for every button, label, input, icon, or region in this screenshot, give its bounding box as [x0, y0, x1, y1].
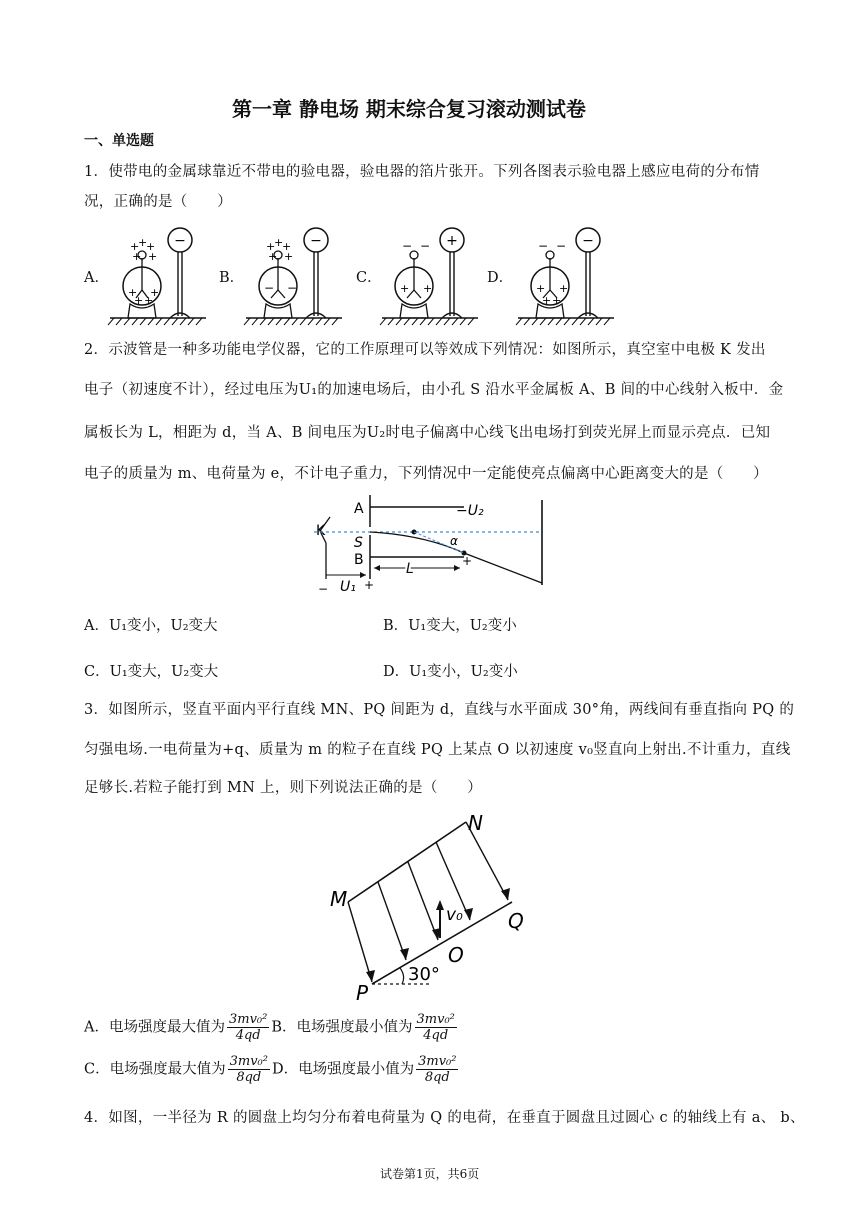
page-title: 第一章 静电场 期末综合复习滚动测试卷 [232, 97, 586, 121]
q1-option-d-label: D． [487, 270, 514, 286]
svg-text:−: − [556, 239, 567, 253]
fraction-numerator: 3mv₀² [418, 1054, 457, 1069]
charged-ball-sign-a: − [174, 233, 186, 249]
oscilloscope-diagram [314, 495, 550, 597]
charged-ball-sign-d: − [582, 233, 594, 249]
svg-text:+: + [282, 240, 292, 253]
fraction-denominator: 8qd [236, 1070, 262, 1085]
q3-option-d-fraction [416, 1054, 458, 1085]
parallel-lines-field-diagram [322, 808, 534, 1008]
electroscope-figure-c [380, 228, 480, 326]
label-q: Q [508, 909, 524, 933]
svg-text:−: − [538, 239, 549, 253]
label-m: M [330, 887, 348, 911]
q4-text-line1: 4．如图，一半径为 R 的圆盘上均匀分布着电荷量为 Q 的电荷，在垂直于圆盘且过圆心 c 的轴线上有 a、 b、 [84, 1110, 805, 1126]
label-s: S [354, 535, 363, 551]
q1-text-line1: 1．使带电的金属球靠近不带电的验电器，验电器的箔片张开。下列各图表示验电器上感应电荷的分布情 [84, 164, 760, 180]
q3-option-b-text: B．电场强度最小值为 [271, 1019, 413, 1036]
label-u1: U₁ [340, 579, 356, 595]
q3-option-c-fraction [228, 1054, 270, 1085]
q3-option-c-text: C．电场强度最大值为 [84, 1061, 226, 1078]
q2-text-line3: 属板长为 L，相距为 d，当 A、B 间电压为U₂时电子偏离中心线飞出电场打到荧光屏上而显示亮点．已知 [84, 425, 771, 441]
electroscope-figure-d [516, 228, 616, 326]
q2-option-c: C．U₁变大，U₂变大 [84, 664, 219, 680]
charged-ball-sign-c: + [446, 233, 458, 249]
electroscope-figure-b [244, 228, 344, 326]
q3-text-line2: 匀强电场.一电荷量为+q、质量为 m 的粒子在直线 PQ 上某点 O 以初速度 v₀竖直向上射出.不计重力，直线 [84, 742, 791, 758]
q1-option-a-label: A． [84, 270, 109, 286]
svg-text:+: + [132, 250, 142, 263]
fraction-numerator: 3mv₀² [229, 1054, 268, 1069]
label-v0: v₀ [446, 905, 463, 925]
svg-text:+: + [134, 294, 144, 307]
fraction-denominator: 4qd [235, 1028, 261, 1043]
svg-text:+: + [274, 236, 284, 249]
svg-text:+: + [284, 250, 294, 263]
label-plus-b: + [462, 554, 473, 568]
label-alpha: α [450, 534, 458, 548]
electroscope-figure-a [108, 228, 208, 326]
svg-text:+: + [146, 240, 156, 253]
q3-option-b-fraction [415, 1012, 457, 1043]
q2-text-line4: 电子的质量为 m、电荷量为 e，不计电子重力，下列情况中一定能使亮点偏离中心距离变大的是（ ） [84, 466, 768, 482]
q3-text-line1: 3．如图所示，竖直平面内平行直线 MN、PQ 间距为 d，直线与水平面成 30°角，两线间有垂直指向 PQ 的 [84, 702, 795, 718]
svg-text:+: + [128, 286, 138, 299]
page-footer: 试卷第1页，共6页 [380, 1167, 480, 1181]
fraction-denominator: 4qd [423, 1028, 449, 1043]
q3-option-a-text: A．电场强度最大值为 [84, 1019, 225, 1036]
label-k: K [316, 523, 326, 539]
q3-option-a [84, 1012, 459, 1043]
svg-text:−: − [402, 239, 413, 253]
charged-ball-sign-b: − [310, 233, 322, 249]
svg-text:+: + [138, 236, 148, 249]
svg-text:+: + [542, 294, 552, 307]
label-minus-k: − [318, 582, 329, 596]
svg-text:+: + [266, 240, 276, 253]
q1-option-b-label: B． [219, 270, 245, 286]
svg-text:+: + [400, 282, 410, 295]
q3-text-line3: 足够长.若粒子能打到 MN 上，则下列说法正确的是（ ） [84, 780, 483, 796]
q3-option-a-fraction [227, 1012, 269, 1043]
q2-text-line2: 电子（初速度不计），经过电压为U₁的加速电场后，由小孔 S 沿水平金属板 A、B 间的中心线射入板中．金 [84, 382, 784, 398]
label-p: P [356, 981, 369, 1005]
svg-text:+: + [148, 250, 158, 263]
label-a: A [354, 501, 364, 517]
svg-text:+: + [552, 294, 562, 307]
label-l: L [406, 561, 414, 577]
svg-text:−: − [420, 239, 431, 253]
q3-option-c [84, 1054, 460, 1085]
label-plus-anode: + [364, 578, 375, 592]
fraction-numerator: 3mv₀² [228, 1012, 268, 1027]
q1-option-c-label: C． [356, 270, 382, 286]
label-u2: −U₂ [456, 503, 484, 519]
q2-option-b: B．U₁变大，U₂变小 [383, 618, 517, 634]
svg-text:+: + [536, 282, 546, 295]
fraction-denominator: 8qd [424, 1070, 450, 1085]
svg-text:+: + [144, 294, 154, 307]
svg-text:+: + [559, 282, 569, 295]
svg-text:+: + [423, 282, 433, 295]
section-heading: 一、单选题 [84, 133, 154, 149]
svg-text:+: + [130, 240, 140, 253]
q3-option-d-text: D．电场强度最小值为 [271, 1061, 415, 1078]
q1-text-line2: 况，正确的是（ ） [84, 194, 232, 210]
label-b: B [354, 552, 364, 568]
svg-text:−: − [287, 281, 298, 295]
q2-option-a: A．U₁变小，U₂变大 [84, 618, 218, 634]
q2-text-line1: 2．示波管是一种多功能电学仪器，它的工作原理可以等效成下列情况：如图所示，真空室中电极 K 发出 [84, 342, 766, 358]
label-angle: 30° [408, 964, 440, 985]
svg-text:+: + [268, 250, 278, 263]
svg-text:−: − [264, 281, 275, 295]
q2-option-d: D．U₁变小，U₂变小 [383, 664, 518, 680]
fraction-numerator: 3mv₀² [416, 1012, 455, 1027]
label-n: N [468, 811, 483, 835]
svg-text:+: + [150, 286, 160, 299]
label-o: O [448, 943, 464, 967]
